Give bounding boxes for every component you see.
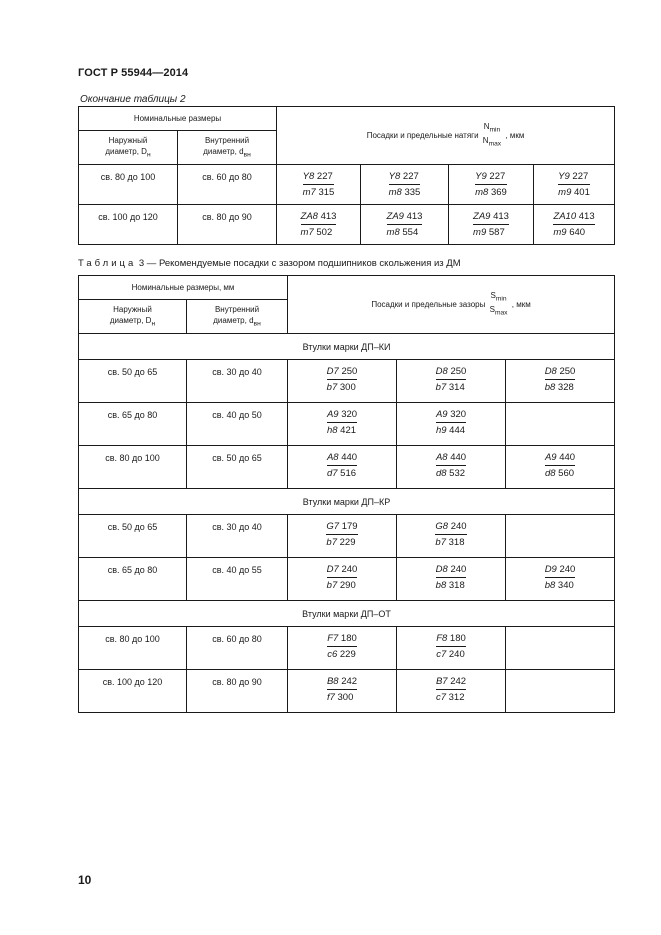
- outer-diam-line1: Наружный: [113, 304, 152, 314]
- fit-cell: [361, 165, 449, 205]
- fit-denominator: [436, 578, 467, 592]
- fit-denominator: [558, 185, 590, 199]
- shaft-tolerance: m7: [302, 187, 316, 198]
- inner-diameter-cell: св. 40 до 55: [187, 558, 288, 601]
- outer-diameter-cell: св. 100 до 120: [79, 670, 187, 713]
- outer-diam-sub: н: [146, 151, 151, 159]
- fit-cell: [361, 205, 449, 245]
- hole-tolerance: G7: [326, 521, 340, 532]
- max-value: 369: [488, 187, 507, 198]
- fit-fraction: [558, 171, 590, 199]
- min-value: 242: [447, 676, 467, 687]
- max-value: 340: [555, 580, 574, 591]
- min-value: 227: [486, 171, 506, 182]
- inner-diam-line2: диаметр, d: [213, 315, 254, 325]
- fit-fraction: [436, 633, 466, 661]
- fit-cell: [397, 515, 506, 558]
- max-value: 315: [315, 187, 335, 198]
- fit-denominator: [436, 423, 466, 437]
- table3: [78, 275, 615, 713]
- fit-cell: [449, 165, 534, 205]
- max-value: 290: [337, 580, 356, 591]
- outer-diameter-cell: св. 50 до 65: [79, 360, 187, 403]
- fit-cell: [288, 403, 397, 446]
- outer-diameter-cell: св. 65 до 80: [79, 403, 187, 446]
- min-value: 227: [314, 171, 333, 182]
- fit-fraction: [303, 171, 335, 199]
- max-value: 314: [446, 382, 465, 393]
- hole-tolerance: A8: [435, 452, 448, 463]
- inner-diameter-cell: св. 40 до 50: [187, 403, 288, 446]
- max-value: 312: [445, 692, 465, 703]
- hole-tolerance: Y9: [475, 171, 487, 182]
- fit-numerator: [301, 211, 337, 225]
- min-value: 240: [556, 564, 576, 575]
- fit-cell: [288, 670, 397, 713]
- inner-diam-line1: Внутренний: [214, 304, 260, 314]
- max-value: 335: [401, 187, 421, 198]
- shaft-tolerance: b8: [544, 580, 556, 591]
- fit-denominator: [303, 185, 335, 199]
- fit-denominator: [475, 185, 507, 199]
- table3-caption: [78, 258, 461, 269]
- fit-fraction: [436, 676, 466, 704]
- fit-denominator: [327, 466, 357, 480]
- fit-numerator: [435, 521, 466, 535]
- table3-fits-label: Посадки и предельные зазоры: [371, 300, 486, 309]
- hole-tolerance: Y8: [302, 171, 315, 182]
- max-value: 516: [337, 468, 357, 479]
- table3-fits-fraction: [490, 291, 508, 318]
- fit-denominator: [473, 225, 509, 239]
- max-value: 229: [336, 537, 356, 548]
- fit-cell: [288, 627, 397, 670]
- fit-denominator: [387, 225, 423, 239]
- min-value: 440: [447, 452, 467, 463]
- outer-diam-line2: диаметр, D: [109, 315, 152, 325]
- fit-cell: [506, 627, 615, 670]
- min-value: 250: [338, 366, 358, 377]
- min-value: 240: [448, 521, 467, 532]
- max-value: 328: [555, 382, 574, 393]
- hole-tolerance: ZA8: [300, 211, 318, 222]
- table2-fits-label: Посадки и предельные натяги: [366, 131, 479, 140]
- inner-diameter-cell: св. 80 до 90: [178, 205, 277, 245]
- outer-diameter-cell: св. 50 до 65: [79, 515, 187, 558]
- fit-numerator: [387, 211, 423, 225]
- fit-numerator: [327, 452, 357, 466]
- section-title: Втулки марки ДП–КР: [79, 489, 615, 515]
- inner-diameter-cell: св. 50 до 65: [187, 446, 288, 489]
- fit-fraction: [327, 452, 357, 480]
- fit-denominator: [435, 535, 466, 549]
- max-value: 300: [334, 692, 354, 703]
- hole-tolerance: D9: [544, 564, 557, 575]
- hole-tolerance: F7: [327, 633, 339, 644]
- fit-denominator: [436, 690, 466, 704]
- fit-denominator: [327, 690, 357, 704]
- max-value: 587: [486, 227, 505, 238]
- fit-numerator: [327, 366, 358, 380]
- outer-diameter-cell: св. 100 до 120: [79, 205, 178, 245]
- hole-tolerance: A8: [326, 452, 339, 463]
- outer-diam-sub: н: [151, 320, 156, 328]
- inner-diam-sub: вн: [243, 151, 251, 159]
- inner-diameter-cell: св. 60 до 80: [178, 165, 277, 205]
- table3-outer-diameter-header: [79, 300, 187, 334]
- max-value: 229: [337, 649, 356, 660]
- fit-numerator: [327, 564, 358, 578]
- min-value: 320: [447, 409, 467, 420]
- fit-cell: [288, 515, 397, 558]
- hole-tolerance: A9: [544, 452, 557, 463]
- shaft-tolerance: b7: [326, 537, 337, 548]
- table2-inner-diameter-header: [178, 131, 277, 165]
- hole-tolerance: ZA10: [553, 211, 577, 222]
- shaft-tolerance: m8: [388, 187, 402, 198]
- shaft-tolerance: m9: [473, 227, 487, 238]
- fit-cell: [534, 165, 615, 205]
- hole-tolerance: Y9: [558, 171, 570, 182]
- inner-diameter-cell: св. 30 до 40: [187, 515, 288, 558]
- shaft-tolerance: c7: [435, 692, 446, 703]
- shaft-tolerance: b7: [435, 382, 447, 393]
- min-value: 250: [447, 366, 467, 377]
- table3-caption-word: Таблица: [78, 258, 137, 269]
- table-row: [79, 670, 615, 713]
- min-value: 240: [447, 564, 467, 575]
- fit-denominator: [327, 423, 357, 437]
- outer-diameter-cell: св. 80 до 100: [79, 627, 187, 670]
- shaft-tolerance: b8: [435, 580, 447, 591]
- shaft-tolerance: d8: [435, 468, 447, 479]
- fraction-bottom-symbol: N: [482, 135, 489, 145]
- fit-numerator: [326, 521, 357, 535]
- fraction-top-subscript: min: [489, 126, 501, 134]
- shaft-tolerance: m9: [553, 227, 567, 238]
- section-title: Втулки марки ДП–ОТ: [79, 601, 615, 627]
- fit-numerator: [327, 676, 357, 690]
- shaft-tolerance: m8: [475, 187, 489, 198]
- shaft-tolerance: c7: [436, 649, 447, 660]
- fit-numerator: [473, 211, 509, 225]
- fit-denominator: [545, 380, 576, 394]
- fit-numerator: [327, 409, 357, 423]
- fit-fraction: [435, 521, 466, 549]
- fit-cell: [397, 403, 506, 446]
- fit-fraction: [327, 366, 358, 394]
- hole-tolerance: A9: [435, 409, 448, 420]
- outer-diameter-cell: св. 80 до 100: [79, 446, 187, 489]
- min-value: 440: [556, 452, 576, 463]
- hole-tolerance: ZA9: [386, 211, 404, 222]
- section-row: [79, 334, 615, 360]
- inner-diam-line2: диаметр, d: [203, 146, 244, 156]
- fit-cell: [506, 670, 615, 713]
- min-value: 320: [338, 409, 358, 420]
- shaft-tolerance: d8: [544, 468, 556, 479]
- fit-numerator: [545, 366, 576, 380]
- table-row: [79, 627, 615, 670]
- fit-cell: [397, 670, 506, 713]
- table2-unit: , мкм: [505, 131, 525, 140]
- fraction-top-subscript: min: [495, 295, 507, 303]
- fit-numerator: [436, 366, 467, 380]
- shaft-tolerance: b7: [435, 537, 446, 548]
- fit-fraction: [545, 366, 576, 394]
- min-value: 413: [403, 211, 423, 222]
- fit-numerator: [436, 564, 467, 578]
- table-row: [79, 446, 615, 489]
- shaft-tolerance: f7: [326, 692, 335, 703]
- min-value: 250: [556, 366, 576, 377]
- table2-fits-fraction: [483, 122, 501, 149]
- fit-numerator: [327, 633, 357, 647]
- fit-denominator: [327, 578, 358, 592]
- hole-tolerance: Y8: [388, 171, 401, 182]
- table-row: [79, 360, 615, 403]
- max-value: 640: [566, 227, 586, 238]
- min-value: 413: [317, 211, 337, 222]
- fit-fraction: [545, 564, 576, 592]
- shaft-tolerance: m8: [386, 227, 400, 238]
- fit-numerator: [303, 171, 335, 185]
- max-value: 300: [337, 382, 356, 393]
- shaft-tolerance: c6: [327, 649, 338, 660]
- fit-fraction: [436, 409, 466, 437]
- page-number: 10: [78, 873, 92, 887]
- fit-fraction: [327, 676, 357, 704]
- section-row: [79, 489, 615, 515]
- fit-numerator: [558, 171, 590, 185]
- table2-continuation-label: Окончание таблицы 2: [80, 94, 186, 105]
- table2-outer-diameter-header: [79, 131, 178, 165]
- fit-cell: [506, 360, 615, 403]
- min-value: 242: [338, 676, 358, 687]
- fit-denominator: [327, 380, 358, 394]
- fit-cell: [288, 360, 397, 403]
- shaft-tolerance: b8: [544, 382, 556, 393]
- max-value: 444: [446, 425, 466, 436]
- inner-diam-line1: Внутренний: [204, 135, 250, 145]
- min-value: 180: [447, 633, 466, 644]
- fraction-bottom-subscript: max: [488, 140, 502, 148]
- max-value: 318: [445, 537, 465, 548]
- table-row: [79, 205, 615, 245]
- fit-fraction: [436, 564, 467, 592]
- max-value: 532: [446, 468, 466, 479]
- shaft-tolerance: b7: [326, 382, 338, 393]
- fit-fraction: [389, 171, 421, 199]
- fit-numerator: [389, 171, 421, 185]
- fit-denominator: [389, 185, 421, 199]
- table-row: [79, 403, 615, 446]
- fit-fraction: [475, 171, 507, 199]
- table3-fits-header: [288, 276, 615, 334]
- fit-cell: [449, 205, 534, 245]
- max-value: 318: [446, 580, 465, 591]
- outer-diam-line2: диаметр, D: [105, 146, 147, 156]
- fit-fraction: [436, 366, 467, 394]
- outer-diameter-cell: св. 65 до 80: [79, 558, 187, 601]
- fraction-bottom-subscript: max: [494, 309, 508, 317]
- fit-denominator: [327, 647, 357, 661]
- fit-fraction: [327, 633, 357, 661]
- table2: [78, 106, 615, 245]
- hole-tolerance: ZA9: [473, 211, 491, 222]
- fit-numerator: [545, 452, 575, 466]
- section-row: [79, 601, 615, 627]
- table3-nominal-sizes-header: Номинальные размеры, мм: [79, 276, 288, 300]
- table3-inner-diameter-header: [187, 300, 288, 334]
- fit-denominator: [545, 466, 575, 480]
- fit-numerator: [553, 211, 594, 225]
- hole-tolerance: D7: [326, 564, 339, 575]
- fit-numerator: [545, 564, 576, 578]
- min-value: 413: [490, 211, 509, 222]
- fit-denominator: [436, 466, 466, 480]
- min-value: 227: [400, 171, 419, 182]
- fit-fraction: [301, 211, 337, 239]
- fit-denominator: [545, 578, 576, 592]
- fit-fraction: [387, 211, 423, 239]
- hole-tolerance: B7: [435, 676, 448, 687]
- fit-cell: [397, 360, 506, 403]
- fit-numerator: [475, 171, 507, 185]
- fit-denominator: [326, 535, 357, 549]
- hole-tolerance: D7: [326, 366, 339, 377]
- table-row: [79, 165, 615, 205]
- fraction-top-symbol: N: [483, 121, 490, 131]
- fit-cell: [506, 446, 615, 489]
- fit-numerator: [436, 409, 466, 423]
- fit-numerator: [436, 452, 466, 466]
- hole-tolerance: D8: [435, 366, 448, 377]
- fit-fraction: [436, 452, 466, 480]
- fit-numerator: [436, 676, 466, 690]
- fraction-bottom-symbol: S: [489, 304, 495, 314]
- fit-denominator: [301, 225, 337, 239]
- fit-fraction: [327, 564, 358, 592]
- hole-tolerance: G8: [435, 521, 449, 532]
- max-value: 560: [555, 468, 575, 479]
- table2-nominal-sizes-header: Номинальные размеры: [79, 107, 277, 131]
- document-standard-id: ГОСТ Р 55944—2014: [78, 67, 189, 79]
- shaft-tolerance: b7: [326, 580, 338, 591]
- fit-denominator: [436, 647, 466, 661]
- fit-cell: [506, 515, 615, 558]
- fit-cell: [397, 558, 506, 601]
- fit-fraction: [545, 452, 575, 480]
- fit-cell: [277, 205, 361, 245]
- min-value: 227: [569, 171, 589, 182]
- fit-cell: [506, 403, 615, 446]
- hole-tolerance: B8: [326, 676, 339, 687]
- shaft-tolerance: d7: [326, 468, 338, 479]
- inner-diameter-cell: св. 80 до 90: [187, 670, 288, 713]
- shaft-tolerance: m7: [300, 227, 314, 238]
- table-row: [79, 558, 615, 601]
- max-value: 421: [337, 425, 357, 436]
- fit-fraction: [553, 211, 594, 239]
- fit-denominator: [553, 225, 594, 239]
- hole-tolerance: D8: [544, 366, 557, 377]
- shaft-tolerance: m9: [558, 187, 572, 198]
- max-value: 554: [399, 227, 419, 238]
- fit-fraction: [327, 409, 357, 437]
- hole-tolerance: D8: [435, 564, 448, 575]
- fit-numerator: [436, 633, 466, 647]
- hole-tolerance: A9: [326, 409, 339, 420]
- shaft-tolerance: h9: [435, 425, 447, 436]
- min-value: 413: [576, 211, 595, 222]
- fit-fraction: [473, 211, 509, 239]
- fit-cell: [397, 627, 506, 670]
- outer-diam-line1: Наружный: [108, 135, 148, 145]
- min-value: 440: [338, 452, 358, 463]
- table3-unit: , мкм: [511, 300, 531, 309]
- max-value: 502: [313, 227, 333, 238]
- fit-cell: [506, 558, 615, 601]
- inner-diameter-cell: св. 60 до 80: [187, 627, 288, 670]
- table-row: [79, 515, 615, 558]
- fit-cell: [397, 446, 506, 489]
- shaft-tolerance: h8: [326, 425, 338, 436]
- table3-caption-text: 3 — Рекомендуемые посадки с зазором подшипников скольжения из ДМ: [136, 258, 461, 269]
- fit-denominator: [436, 380, 467, 394]
- fit-cell: [534, 205, 615, 245]
- fraction-top-symbol: S: [490, 290, 496, 300]
- max-value: 240: [446, 649, 465, 660]
- fit-cell: [288, 558, 397, 601]
- outer-diameter-cell: св. 80 до 100: [79, 165, 178, 205]
- inner-diam-sub: вн: [253, 320, 261, 328]
- fit-cell: [277, 165, 361, 205]
- max-value: 401: [571, 187, 590, 198]
- min-value: 179: [339, 521, 358, 532]
- table2-fits-header: [277, 107, 615, 165]
- inner-diameter-cell: св. 30 до 40: [187, 360, 288, 403]
- min-value: 180: [338, 633, 357, 644]
- fit-cell: [288, 446, 397, 489]
- section-title: Втулки марки ДП–КИ: [79, 334, 615, 360]
- hole-tolerance: F8: [436, 633, 448, 644]
- fit-fraction: [326, 521, 357, 549]
- min-value: 240: [338, 564, 358, 575]
